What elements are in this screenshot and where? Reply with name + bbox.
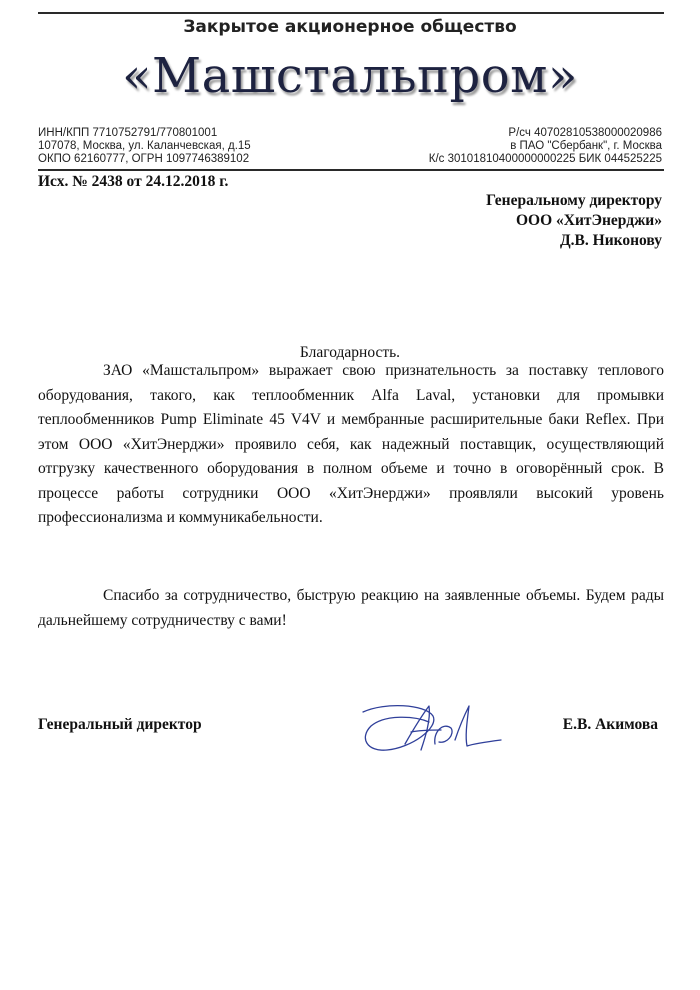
requisites-left xyxy=(38,127,251,166)
requisites-okpo: ОКПО 62160777, ОГРН 1097746389102 xyxy=(38,153,250,165)
requisites-rule xyxy=(38,169,664,171)
requisites-inn: ИНН/КПП 7710752791/770801001 xyxy=(38,127,218,139)
requisites-address: 107078, Москва, ул. Каланчевская, д.15 xyxy=(38,140,251,152)
addressee-name: Д.В. Никонову xyxy=(560,232,662,249)
addressee xyxy=(486,191,662,251)
top-rule xyxy=(38,12,664,14)
company-type: Закрытое акционерное общество xyxy=(183,17,517,37)
signatory-name: Е.В. Акимова xyxy=(562,716,658,733)
addressee-position: Генеральному директору xyxy=(486,192,662,209)
requisites-right xyxy=(429,127,662,166)
handwritten-signature xyxy=(355,700,505,760)
letter-heading: Благодарность. xyxy=(299,344,401,361)
outgoing-number: Исх. № 2438 от 24.12.2018 г. xyxy=(38,173,229,190)
requisites-bik: К/с 30101810400000000225 БИК 044525225 xyxy=(428,153,662,165)
requisites-bank: в ПАО "Сбербанк", г. Москва xyxy=(510,140,662,152)
signatory-position: Генеральный директор xyxy=(38,716,202,733)
letter-paragraph-2: Спасибо за сотрудничество, быструю реакцию на заявленные объемы. Будем рады дальнейшему сотрудничеству с вами! xyxy=(38,587,664,629)
addressee-company: ООО «ХитЭнерджи» xyxy=(515,212,662,229)
company-name: «Машстальпром» xyxy=(122,48,578,104)
requisites-account: Р/сч 40702810538000020986 xyxy=(508,127,662,139)
letter-paragraph-1: ЗАО «Машстальпром» выражает свою признательность за поставку теплового оборудования, такого, как теплообменник Alfa Laval, установки для промывки теплообменников Pump Eliminate 45 V4V и мембранные расширительные баки Reflex. При этом ООО «ХитЭнерджи» проявило себя, как надежный поставщик, осуществляющий отгрузку качественного оборудования в полном объеме и точно в оговорённый срок. В процессе работы сотрудники ООО «ХитЭнерджи» проявляли высокий уровень профессионализма и коммуникабельности. xyxy=(38,362,664,526)
